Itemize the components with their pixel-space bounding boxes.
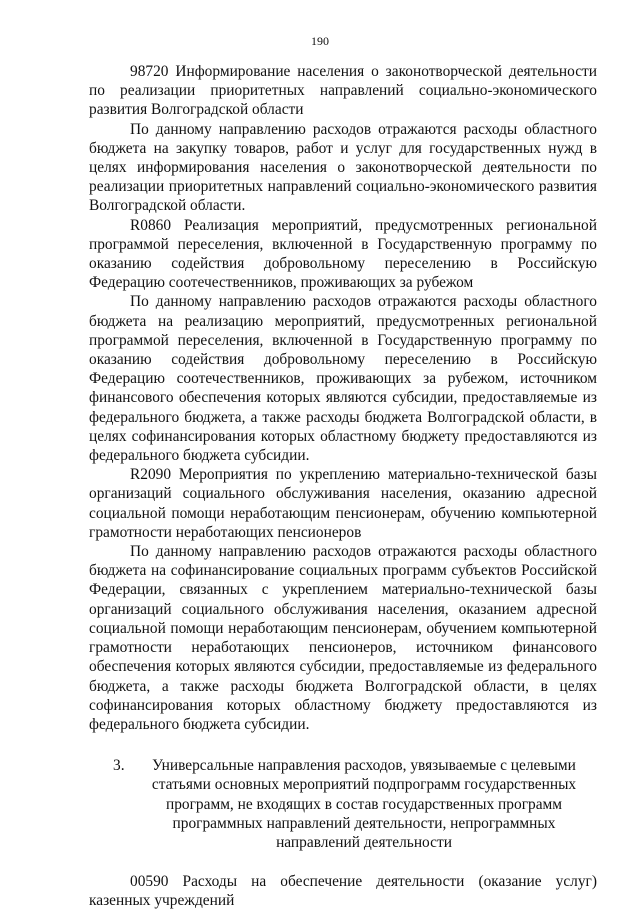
paragraph-98720-description: По данному направлению расходов отражаются расходы областного бюджета на закупку товаров, работ и услуг для государственных нужд в целях информирования населения о законотворческой деятельности по реализации приоритетных направлений социально-экономического развития Волгоградской области. [89,120,597,215]
section-heading [89,756,597,852]
section-number: 3. [113,757,125,775]
paragraph-r0860-title: R0860 Реализация мероприятий, предусмотренных региональной программой переселения, включенной в Государственную программу по оказанию содействия добровольному переселению в Российскую Федерацию соотечественников, проживающих за рубежом [89,216,597,292]
paragraph-00590-title: 00590 Расходы на обеспечение деятельности (оказание услуг) казенных учреждений [89,873,597,910]
paragraph-r2090-description: По данному направлению расходов отражаются расходы областного бюджета на софинансирование социальных программ субъектов Российской Федерации, связанных с укреплением материально-технической базы организаций социального обслуживания населения, оказанием адресной социальной помощи неработающим пенсионерам, обучением компьютерной грамотности неработающих пенсионеров, источником финансового обеспечения которых являются субсидии, предоставляемые из федерального бюджета, а также расходы бюджета Волгоградской области, в целях софинансирования которых областному бюджету предоставляются из федерального бюджета субсидии. [89,543,597,733]
paragraph-98720-title: 98720 Информирование населения о законотворческой деятельности по реализации приоритетных направлений социально-экономического развития Волгоградской области [89,63,597,119]
section-title: Универсальные направления расходов, увязываемые с целевыми статьями основных мероприятий подпрограмм государственных программ, не входящих в состав государственных программ программных направлений деятельности, непрограммных направлений деятельности [151,757,577,851]
paragraph-r2090-title: R2090 Мероприятия по укреплению материально-технической базы организаций социального обслуживания населения, оказанию адресной социальной помощи неработающим пенсионерам, обучению компьютерной грамотности неработающих пенсионеров [89,466,597,541]
paragraph-r0860-description: По данному направлению расходов отражаются расходы областного бюджета на реализацию мероприятий, предусмотренных региональной программой переселения, включенной в Государственную программу по оказанию содействия добровольному переселению в Российскую Федерацию соотечественников, проживающих за рубежом, источником финансового обеспечения которых являются субсидии, предоставляемые из федерального бюджета, а также расходы бюджета Волгоградской области, в целях софинансирования которых областному бюджету предоставляются из федерального бюджета субсидии. [89,293,597,465]
document-body [89,62,597,911]
page-number: 190 [311,34,329,48]
